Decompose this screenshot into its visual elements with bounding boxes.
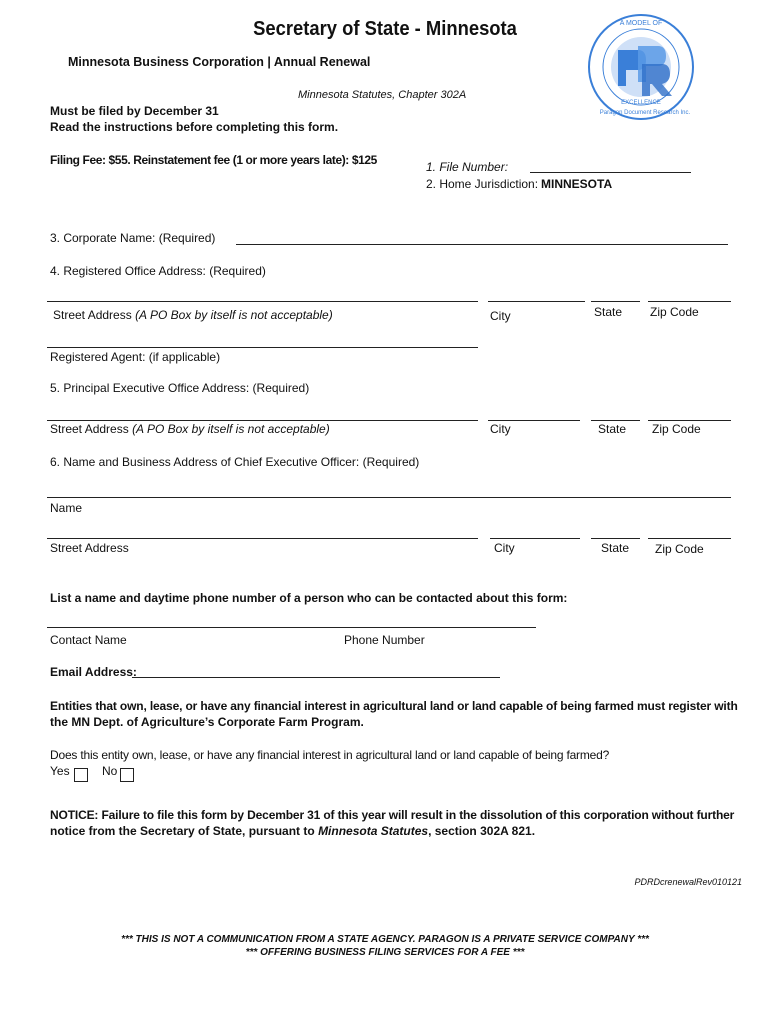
principal-office-city-label: City: [490, 422, 511, 436]
agriculture-question: Does this entity own, lease, or have any financial interest in agricultural land or land capable of being farmed?: [50, 748, 610, 762]
registered-office-state-field[interactable]: [591, 301, 640, 302]
contact-name-label: Contact Name: [50, 633, 127, 647]
ceo-city-label: City: [494, 541, 515, 555]
ceo-zip-label: Zip Code: [655, 542, 704, 556]
home-jurisdiction-label: 2. Home Jurisdiction:: [426, 177, 539, 191]
principal-office-city-field[interactable]: [488, 420, 580, 421]
ceo-state-label: State: [601, 541, 630, 555]
registered-office-label: 4. Registered Office Address: (Required): [50, 264, 266, 278]
agriculture-notice-line2: the MN Dept. of Agriculture’s Corporate Farm Program.: [50, 715, 364, 729]
registered-office-city-label: City: [490, 309, 511, 323]
principal-office-state-field[interactable]: [591, 420, 640, 421]
seal-top-text: A MODEL OF: [619, 20, 663, 27]
yes-label: Yes: [50, 764, 70, 778]
statutes-reference: Minnesota Statutes, Chapter 302A: [298, 89, 467, 101]
form-subtitle: Minnesota Business Corporation | Annual Renewal: [68, 55, 371, 69]
no-label: No: [102, 764, 118, 778]
phone-number-label: Phone Number: [344, 633, 425, 647]
registered-office-street-field[interactable]: [47, 301, 478, 302]
yes-checkbox[interactable]: [74, 768, 88, 782]
registered-office-zip-field[interactable]: [648, 301, 731, 302]
disclaimer-line1: *** THIS IS NOT A COMMUNICATION FROM A STATE AGENCY. PARAGON IS A PRIVATE SERVICE COMPANY ***: [121, 934, 649, 945]
principal-office-zip-label: Zip Code: [652, 422, 701, 436]
contact-prompt: List a name and daytime phone number of a person who can be contacted about this form:: [50, 591, 568, 605]
form-id: PDRDcrenewalRev010121: [634, 877, 742, 887]
dissolution-notice-line2: notice from the Secretary of State, pursuant to Minnesota Statutes, section 302A 821.: [50, 824, 536, 838]
filing-fee: Filing Fee: $55. Reinstatement fee (1 or more years late): $125: [50, 153, 377, 167]
registered-agent-field[interactable]: [47, 347, 478, 348]
contact-field[interactable]: [47, 627, 536, 628]
email-label: Email Address:: [50, 665, 137, 679]
seal-mid-text: EXCELLENCE: [621, 100, 661, 106]
no-checkbox[interactable]: [120, 768, 134, 782]
page-title: Secretary of State - Minnesota: [253, 18, 517, 40]
ceo-street-label: Street Address: [50, 541, 129, 555]
principal-office-zip-field[interactable]: [648, 420, 731, 421]
dissolution-notice-line1: NOTICE: Failure to file this form by December 31 of this year will result in the dissolution of this corporation without further: [50, 808, 735, 822]
ceo-name-field[interactable]: [47, 497, 731, 498]
file-number-field[interactable]: [530, 172, 691, 173]
ceo-name-label: Name: [50, 501, 83, 515]
home-jurisdiction-value: MINNESOTA: [541, 177, 613, 191]
ceo-city-field[interactable]: [490, 538, 580, 539]
principal-office-label: 5. Principal Executive Office Address: (Required): [50, 381, 310, 395]
agriculture-notice-line1: Entities that own, lease, or have any financial interest in agricultural land or land capable of being farmed must register with: [50, 699, 738, 713]
registered-office-state-label: State: [594, 305, 623, 319]
disclaimer-line2: *** OFFERING BUSINESS FILING SERVICES FOR A FEE ***: [245, 947, 525, 958]
principal-office-street-field[interactable]: [47, 420, 478, 421]
seal-bottom-text: Paragon Document Research Inc.: [599, 110, 691, 116]
filing-deadline: Must be filed by December 31: [50, 104, 219, 118]
registered-agent-label: Registered Agent: (if applicable): [50, 350, 221, 364]
registered-office-street-label: Street Address (A PO Box by itself is not acceptable): [53, 308, 333, 322]
principal-office-state-label: State: [598, 422, 627, 436]
registered-office-city-field[interactable]: [488, 301, 585, 302]
corporate-name-field[interactable]: [236, 244, 728, 245]
file-number-label: 1. File Number:: [426, 160, 509, 174]
ceo-label: 6. Name and Business Address of Chief Executive Officer: (Required): [50, 455, 420, 469]
corporate-name-label: 3. Corporate Name: (Required): [50, 231, 216, 245]
ceo-state-field[interactable]: [591, 538, 640, 539]
registered-office-zip-label: Zip Code: [650, 305, 699, 319]
email-field[interactable]: [132, 677, 500, 678]
instructions-note: Read the instructions before completing this form.: [50, 120, 339, 134]
ceo-zip-field[interactable]: [648, 538, 731, 539]
ceo-street-field[interactable]: [47, 538, 478, 539]
principal-office-street-label: Street Address (A PO Box by itself is not acceptable): [50, 422, 330, 436]
